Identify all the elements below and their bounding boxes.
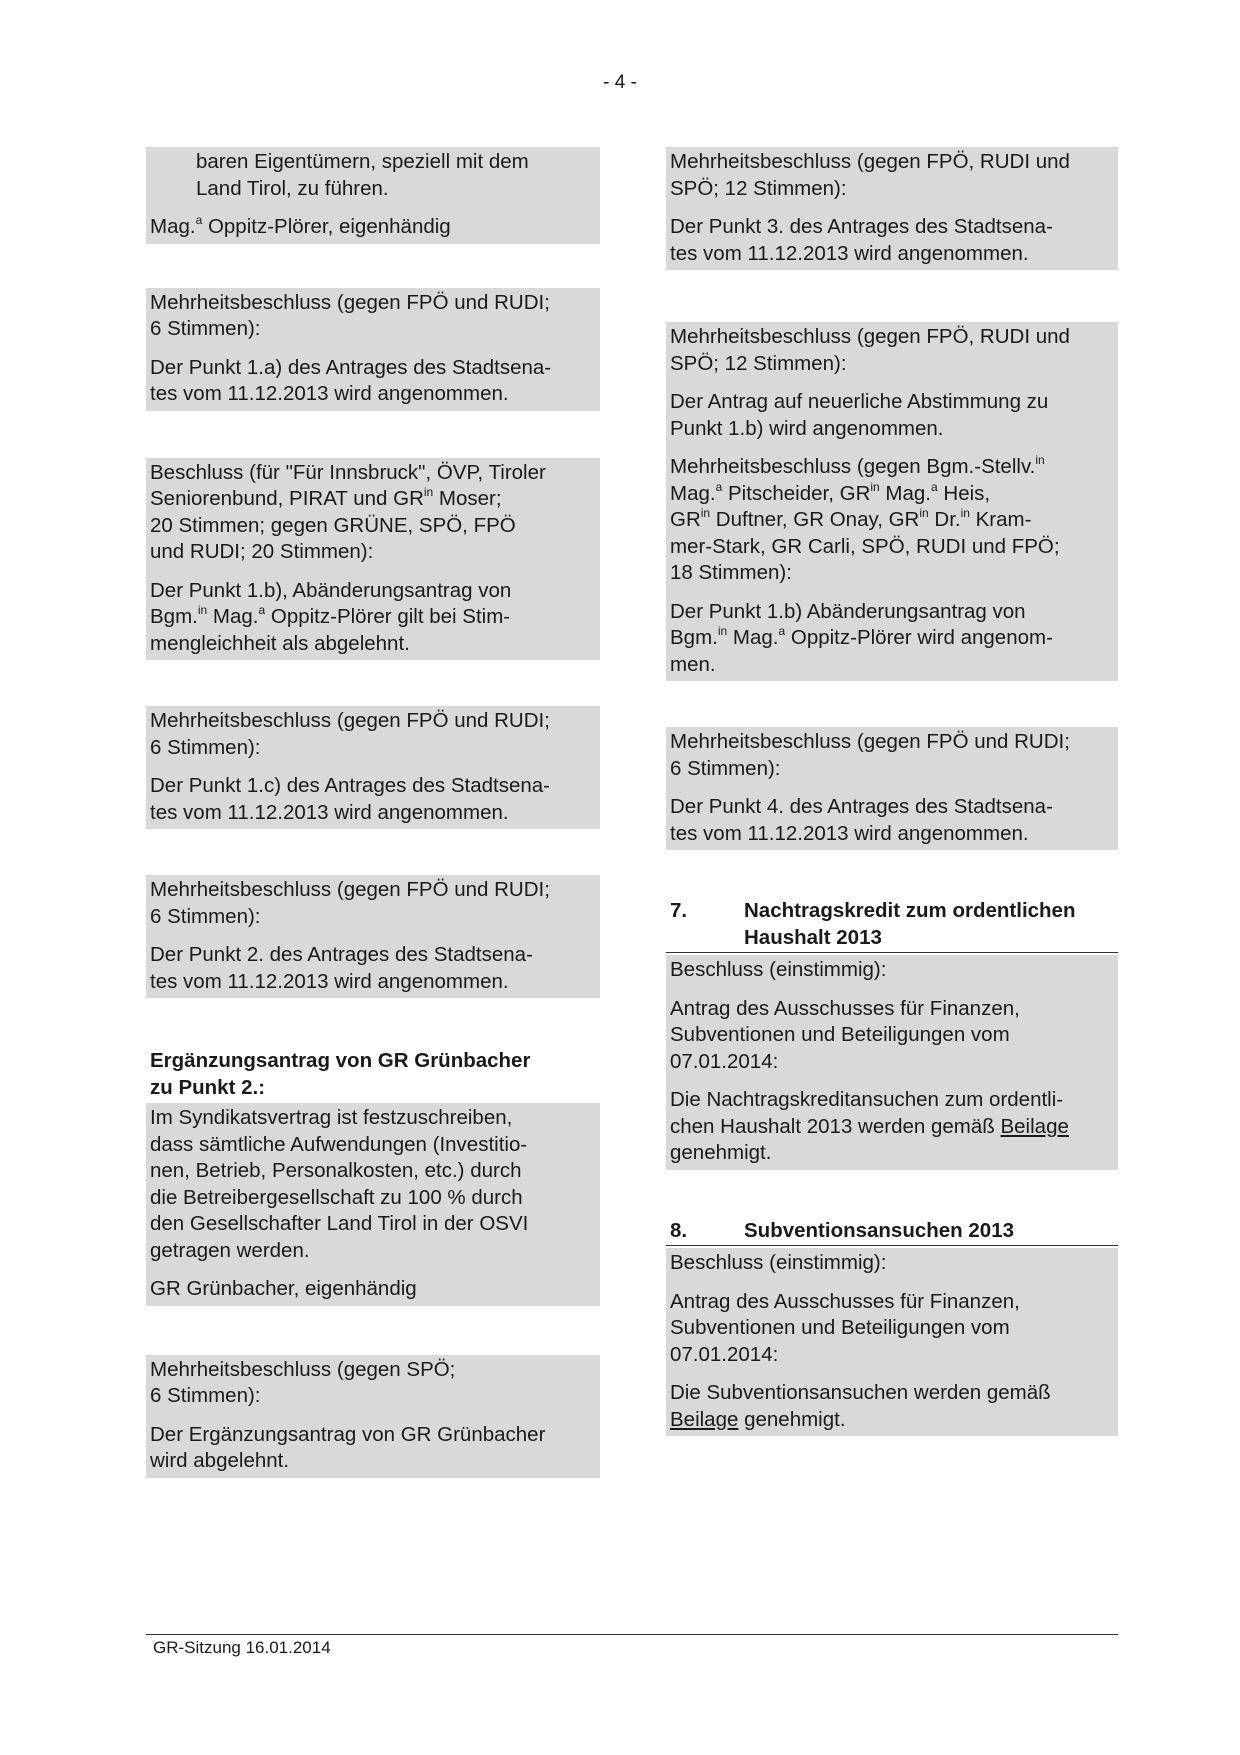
resolution-text: Der Punkt 1.b) Abänderungsantrag von Bgm.$^{in}$ Mag.$^a$ Oppitz-Plörer wird angenom- men. — [670, 599, 1053, 676]
section-number: 8. — [670, 1218, 688, 1242]
section-7-heading — [666, 898, 1118, 953]
resolution-vote: Mehrheitsbeschluss (gegen Bgm.-Stellv.$^{in}$ Mag.$^a$ Pitscheider, $GR^{in}$ Mag.$^a$ Heis, $GR^{in}$ Duftner, GR Onay, $GR^{in}$ Dr.$^{in}$ Kram- mer-Stark, GR Carli, SPÖ, RUDI und FPÖ; 18 Stimmen): — [670, 453, 1060, 584]
footer-divider — [146, 1634, 1118, 1635]
resolution-text: Der Antrag auf neuerliche Abstimmung zu Punkt 1.b) wird angenommen. — [670, 390, 1049, 440]
motion-text: baren Eigentümern, speziell mit dem Land Tirol, zu führen. — [196, 150, 529, 200]
section-7-block — [666, 955, 1118, 1170]
section-8-heading — [666, 1218, 1118, 1247]
resolution-text: Der Punkt 1.c) des Antrages des Stadtsena- tes vom 11.12.2013 wird angenommen. — [150, 774, 550, 824]
resolution-block-1b — [146, 458, 600, 661]
motion-source: Antrag des Ausschusses für Finanzen, Subventionen und Beteiligungen vom 07.01.2014: — [670, 1289, 1020, 1366]
section-8-block — [666, 1248, 1118, 1436]
signature: Mag.$^a$ Oppitz-Plörer, eigenhändig — [150, 213, 451, 238]
amendment-text: Im Syndikatsvertrag ist festzuschreiben, dass sämtliche Aufwendungen (Investitio- nen, Betrieb, Personalkosten, etc.) durch die Betreibergesellschaft zu 100 % durch den Gesellschafter Land Tirol in der OSVI getragen werden. — [150, 1106, 529, 1262]
resolution-block-reconsider — [666, 322, 1118, 681]
motion-continuation-block — [146, 147, 600, 244]
section-title: Nachtragskredit zum ordentlichen Haushalt 2013 — [744, 899, 1076, 949]
resolution-vote: Mehrheitsbeschluss (gegen FPÖ und RUDI; 6 Stimmen): — [150, 709, 550, 759]
amendment-block — [146, 1103, 600, 1306]
resolution-text: Die Subventionsansuchen werden gemäß Beilage genehmigt. — [670, 1381, 1051, 1431]
resolution-text: Der Punkt 3. des Antrages des Stadtsena- tes vom 11.12.2013 wird angenommen. — [670, 215, 1053, 265]
right-column — [666, 147, 1118, 1436]
resolution-vote: Mehrheitsbeschluss (gegen FPÖ, RUDI und SPÖ; 12 Stimmen): — [670, 325, 1070, 375]
resolution-vote: Beschluss (für "Für Innsbruck", ÖVP, Tiroler Seniorenbund, PIRAT und $GR^{in}$ Moser; 20 Stimmen; gegen GRÜNE, SPÖ, FPÖ und RUDI; 20 Stimmen): — [150, 460, 546, 563]
resolution-text: Der Punkt 2. des Antrages des Stadtsena- tes vom 11.12.2013 wird angenommen. — [150, 943, 533, 993]
resolution-block-2 — [146, 875, 600, 998]
motion-source: Antrag des Ausschusses für Finanzen, Subventionen und Beteiligungen vom 07.01.2014: — [670, 996, 1020, 1073]
resolution-vote: Mehrheitsbeschluss (gegen FPÖ und RUDI; 6 Stimmen): — [150, 878, 550, 928]
resolution-text: Der Punkt 1.b), Abänderungsantrag von Bgm.$^{in}$ Mag.$^a$ Oppitz-Plörer gilt bei Stim- mengleichheit als abgelehnt. — [150, 578, 512, 655]
signature: GR Grünbacher, eigenhändig — [150, 1277, 417, 1300]
section-title: Subventionsansuchen 2013 — [744, 1218, 1015, 1242]
resolution-vote: Mehrheitsbeschluss (gegen SPÖ; 6 Stimmen): — [150, 1357, 456, 1407]
section-number: 7. — [670, 899, 688, 922]
resolution-vote: Beschluss (einstimmig): — [670, 1251, 887, 1274]
amendment-heading: Ergänzungsantrag von GR Grünbacher zu Punkt 2.: — [150, 1049, 531, 1099]
resolution-text: Der Punkt 1.a) des Antrages des Stadtsena- tes vom 11.12.2013 wird angenommen. — [150, 355, 552, 405]
resolution-block-amendment — [146, 1355, 600, 1478]
resolution-vote: Mehrheitsbeschluss (gegen FPÖ und RUDI; 6 Stimmen): — [670, 730, 1070, 780]
resolution-block-1a — [146, 288, 600, 411]
resolution-vote: Mehrheitsbeschluss (gegen FPÖ, RUDI und SPÖ; 12 Stimmen): — [670, 150, 1070, 200]
footer: GR-Sitzung 16.01.2014 — [153, 1638, 331, 1657]
resolution-text: Der Punkt 4. des Antrages des Stadtsena- tes vom 11.12.2013 wird angenommen. — [670, 795, 1053, 845]
left-column — [146, 147, 600, 1478]
resolution-vote: Mehrheitsbeschluss (gegen FPÖ und RUDI; 6 Stimmen): — [150, 290, 550, 340]
beilage-link[interactable]: Beilage — [1000, 1114, 1069, 1138]
resolution-block-4 — [666, 727, 1118, 850]
resolution-block-1c — [146, 706, 600, 829]
resolution-block-3 — [666, 147, 1118, 270]
resolution-text: Der Ergänzungsantrag von GR Grünbacher wird abgelehnt. — [150, 1422, 546, 1472]
page-number: - 4 - — [603, 72, 637, 93]
resolution-text: Die Nachtragskreditansuchen zum ordentli- chen Haushalt 2013 werden gemäß Beilage genehmigt. — [670, 1088, 1069, 1164]
beilage-link[interactable]: Beilage — [670, 1407, 739, 1431]
resolution-vote: Beschluss (einstimmig): — [670, 958, 887, 981]
